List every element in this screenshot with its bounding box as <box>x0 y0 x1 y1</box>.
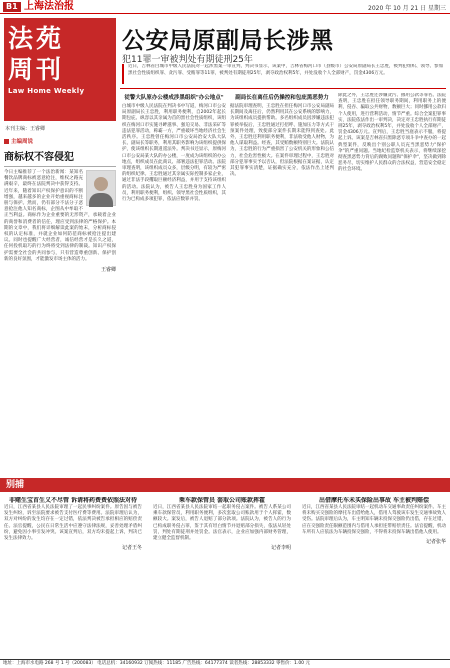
bottom-story-2 <box>153 497 291 655</box>
section-english-title: Law Home Weekly <box>8 87 85 95</box>
column-label: 主编周说 <box>11 139 34 145</box>
bottom-story-body: 近日，江西省某县人民法院审结一起职务侵占案件。被告人系某公司乘车款保管员，利用职务便利，多次套取公司账款用于个人挥霍，数额较大。案发后，被告人退赔了部分款项。法院认为，被告人的行为已构成职务侵占罪，鉴于其有坦白情节并退赔部分损失，依法从轻处罚，判处有期徒刑并处罚金。法官表示，企业应加强内部财务管理，建立健全监督机制。 <box>153 505 291 542</box>
bottom-story-author: 记者张华 <box>425 539 446 546</box>
article-subheading-1: 従警大队原办公楼成涉黑组织"办公地点" <box>124 95 224 101</box>
column-body: 今日主编推荐了一个法治新闻：某知名餐饮品牌商标被恶意抢注，维权之路充满艰辛，最终在法院判决中获得支持。近年来，随着知识产权保护意识的不断增强，越来越多的企业开始重视商标注册与保护。然而，仍有部分不法分子恶意抢注他人知名商标，企图从中牟取不正当利益。商标作为企业重要的无形资产，承载着企业的商誉和消费者的信任，理应受到法律的严格保护。本期的文章中，我们将详细解读此案的始末，分析商标侵权的认定标准，并就企业如何防范商标被抢注提出建议。同时也提醒广大经营者，诚信经营才是长久之道，任何投机取巧的行为终将受到法律的制裁。知识产权保护需要全社会的共同参与，只有营造尊重创新、保护创新的良好氛围，才能激发市场主体的活力。 <box>4 170 116 262</box>
bottom-story-author: 记者李明 <box>270 545 291 552</box>
column-label-bar <box>4 137 116 145</box>
article-body-1: 白城市中级人民法院在判决书中写道，梅河口市公安局原副局长王忠胜，利用职务便利，自2002年起长期包庇、纵容以其亲属为首的黑社会性质组织，该组织在梅河口市实施寻衅滋事、强迫交易、非法采矿等违法犯罪活动，称霸一方，严重破坏当地经济社会生活秩序。王忠胜曾任梅河口市公安局治安大队大队长、副局长等职务，利用其职务影响为该组织提供保护，使该组织长期逍遥法外。判决书还显示，原梅河口市公安局某大队的办公楼，一度成为该组织的办公地点，组织成员在此商议、部署违法犯罪活动。法院审理查明，该组织成员众多，层级分明，有较为严密的组织纪律。王忠胜通过其亲属实际控制多家企业，通过非法手段攫取巨额经济利益，并用于支持该组织的活动。法院认为，被告人王忠胜身为国家工作人员，利用职务便利，组织、领导黑社会性质组织，其行为已构成多项犯罪，依法应数罪并罚。 <box>122 104 226 203</box>
section-editor: 本刊主编：王睿卿 <box>5 126 46 132</box>
author-photo <box>86 170 116 206</box>
section-title-line-1: 法苑 <box>8 24 65 53</box>
footer-info: 地址：上海市水电路 268 号 1 号（200083） 电话总机：34160932 订阅热线：11185 广告热线：64177374 读者热线：28853332 零售价：1.00 元 <box>0 659 450 668</box>
main-headline: 公安局原副局长涉黑 <box>122 27 334 54</box>
bottom-story-1 <box>4 497 142 655</box>
article-subheading-2: 副局长在离任后仍操控和包庇黑恶势力 <box>235 95 329 101</box>
article-body-2: 据法院审理查明，王忠胜在担任梅河口市公安局副局长期间及离任后，仍然利用其在公安系统的影响力，为该组织成员提供帮助。多名组织成员因涉嫌违法犯罪被举报后，王忠胜通过打招呼、施加压力等方式干预案件处理，致使部分案件长期未能得到查处。此外，王忠胜还利用职务便利，非法收受他人财物，为他人谋取利益。经查，其受贿数额特别巨大。法院认为，王忠胜的行为严重损害了公安机关的形象和公信力，社会危害性极大。在案件审理过程中，王忠胜对部分犯罪事实予以否认，但法院根据在案证据，认定其犯罪事实清楚，证据确实充分，依法作出上述判决。 <box>230 104 334 178</box>
headline-lead: 近日，吉林省白城市中级人民法院对一起涉黑案一审宣判，判决书显示，该案中，吉林省梅河口市（县级市）公安局原副局长王忠胜，被判犯组织、领导、参加黑社会性质组织罪、贪污罪、受贿罪等11罪，被判处有期徒刑25年，剥夺政治权利5年，并处没收个人全部财产，罚金4306万元。 <box>122 64 446 84</box>
article-col-2 <box>230 93 334 468</box>
bottom-story-body: 近日，江西省某县人民法院审理了一起民事纠纷案件。原告因与被告发生纠纷，诉至法院要求被告支付医疗费等费用。法院审理后认为，双方对纠纷的发生均存在一定过错，依法判决被告承担相应的赔偿责任。法官提醒，公民在日常生活中应遵守法律法规，妥善处理矛盾纠纷，避免因小事引发冲突。该案宣判后，双方均未提起上诉，判决已发生法律效力。 <box>4 505 142 542</box>
bottom-story-3 <box>302 497 446 655</box>
column-author: 王睿卿 <box>100 267 116 274</box>
divider <box>120 88 446 89</box>
section-title-block <box>4 18 116 121</box>
article-col-1 <box>122 93 226 468</box>
column-title: 商标权不容侵犯 <box>4 148 116 167</box>
article-body-3: 除此之外，王忠胜还涉嫌贪污、挪用公款等罪名。法院查明，王忠胜在担任领导职务期间，利用职务上的便利，侵吞、骗取公共财物，数额巨大；同时挪用公款归个人使用，进行营利活动，情节严重。综合全案犯罪事实，法院依法作出一审判决，决定对王忠胜执行有期徒刑25年，剥夺政治权利5年，并处没收个人全部财产，罚金4306万元。宣判后，王忠胜当庭表示不服，将提起上诉。该案是吉林省扫黑除恶专项斗争中查办的一起典型案件，反映出个别公职人员充当黑恶势力"保护伞"的严重问题。当地纪检监察机关表示，将继续深挖彻查黑恶势力背后的腐败问题和"保护伞"，坚决做到除恶务尽，切实维护人民群众的合法权益，营造安全稳定的社会环境。 <box>338 93 446 173</box>
bottom-story-author: 记者王冬 <box>121 545 142 552</box>
column-marker-icon <box>4 139 9 144</box>
newspaper-logo: 上海法治报 <box>24 1 74 12</box>
bottom-story-heading: 乘车款保管员 套取公司账款挥霍 <box>178 497 266 504</box>
bottom-section-band: 别捕 <box>0 478 450 492</box>
page-number: B1 <box>3 2 21 12</box>
article-col-3 <box>338 93 446 468</box>
editor-column <box>4 137 116 477</box>
section-title-line-2: 周刊 <box>8 55 65 84</box>
bottom-story-heading: 出借摩托车未买保险出事故 车主被判赔偿 <box>318 497 430 504</box>
masthead-bar <box>0 0 450 14</box>
main-subheadline: 犯11罪一审被判处有期徒刑25年 <box>122 55 253 65</box>
bottom-story-heading: 非赌生宝首生义不尽管 诉请将药费费依照法对待 <box>8 497 138 504</box>
bottom-story-body: 近日，江西省某县人民法院审结一起机动车交通事故责任纠纷案件。车主将未购买交强险的摩托车出借给他人，借用人驾驶该车发生交通事故致人受伤。法院审理后认为，车主明知车辆未投保交强险仍出借，存在过错，应在交强险责任限额范围内与借用人承担连带赔偿责任。法官提醒，机动车所有人应依法为车辆投保交强险，不得将未投保车辆出借他人使用。 <box>302 505 446 535</box>
issue-date: 2020 年 10 月 21 日 星期三 <box>368 5 446 12</box>
